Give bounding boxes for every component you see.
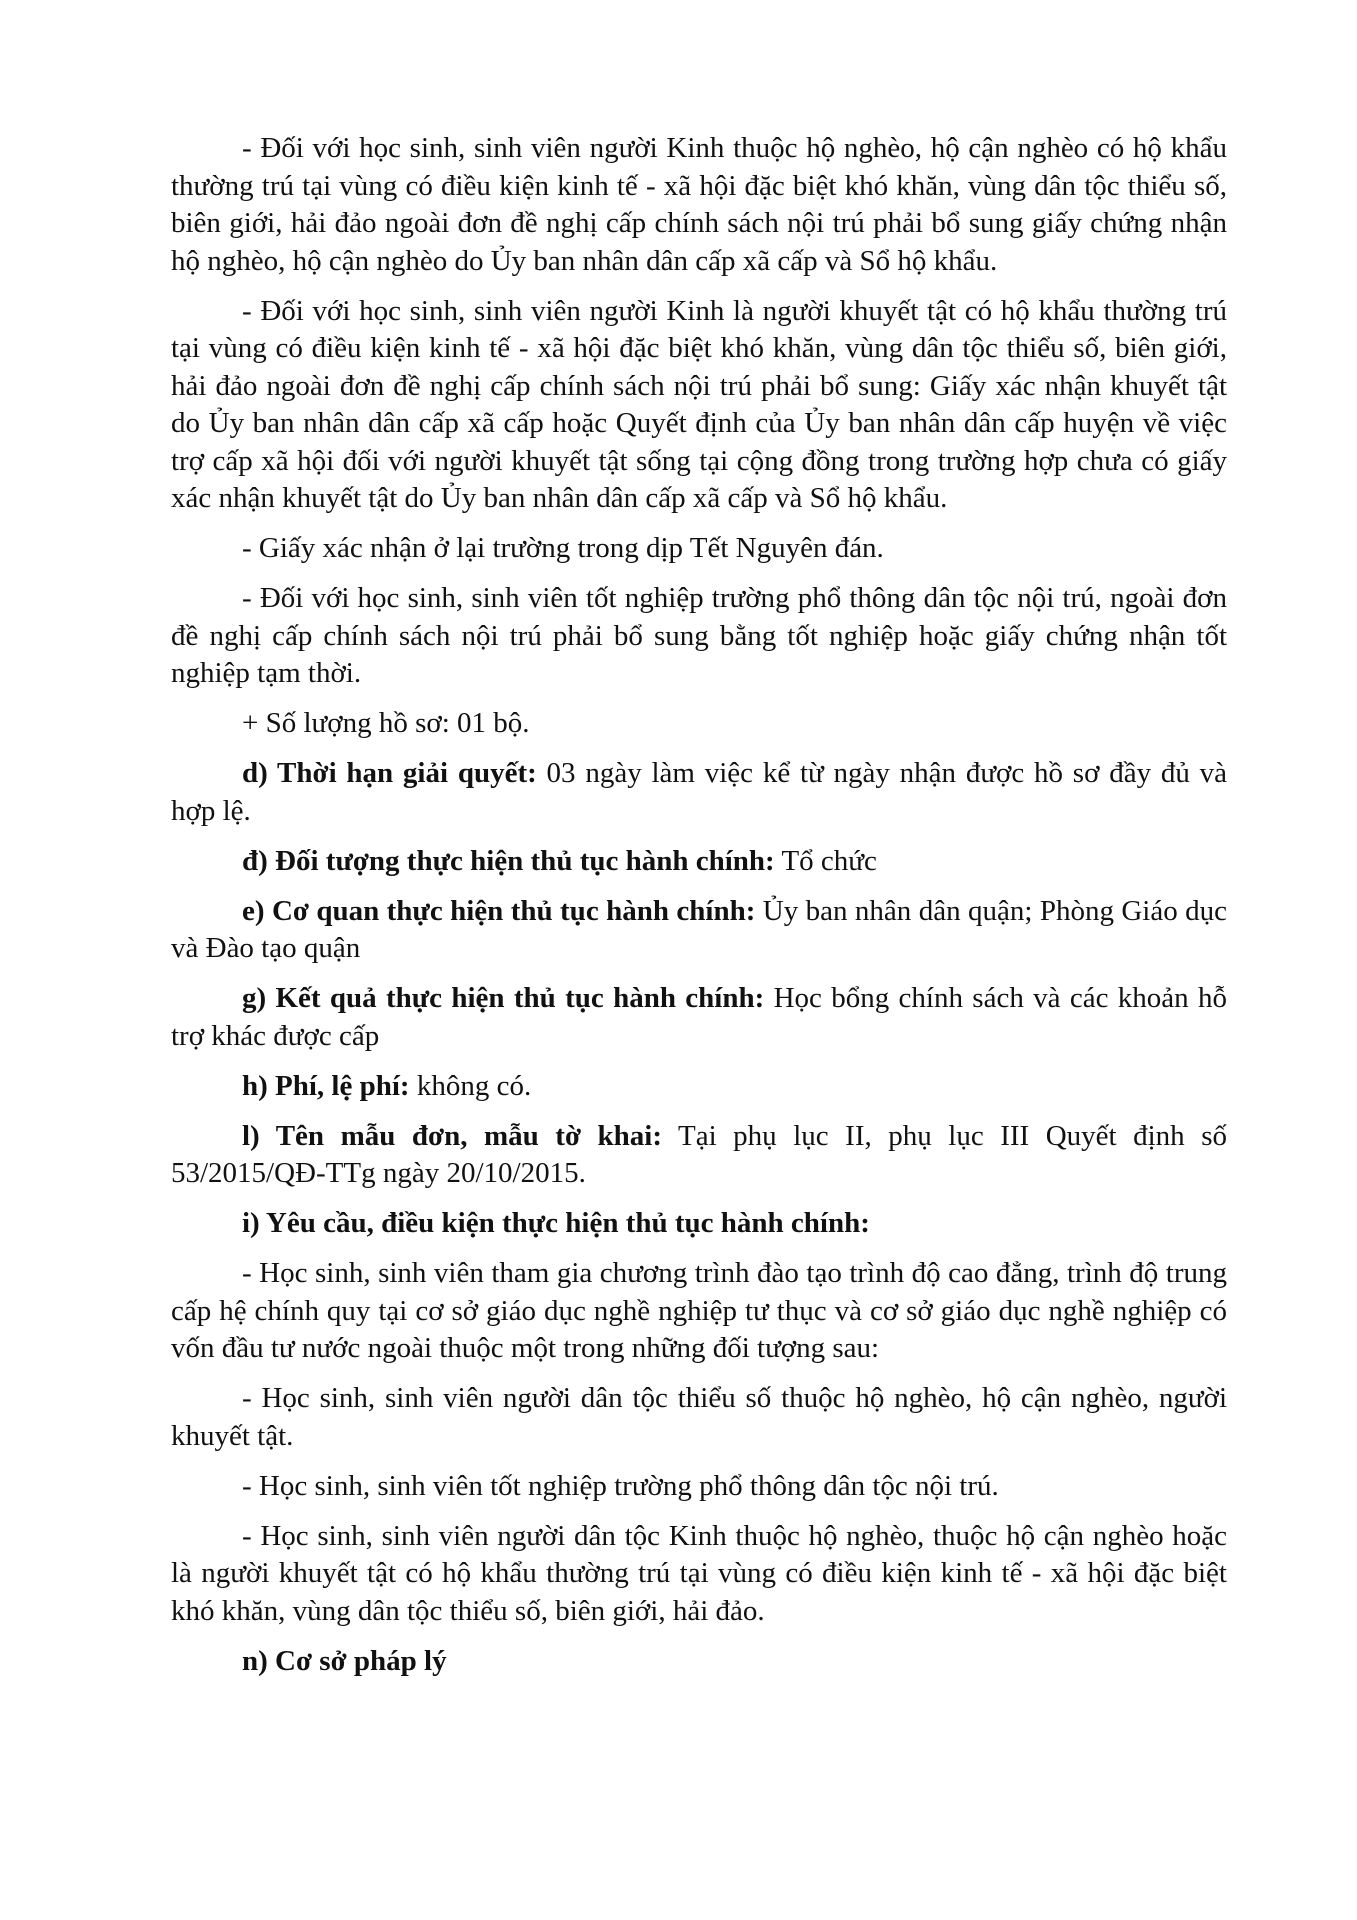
section-h-fees [171, 1068, 1227, 1106]
paragraph-dossier-quantity [171, 705, 1227, 743]
section-e-agency [171, 893, 1227, 968]
section-text: 03 ngày làm việc kể từ ngày nhận được hồ sơ đầy đủ và hợp lệ. [171, 757, 1227, 827]
paragraph-text: - Học sinh, sinh viên người dân tộc Kinh thuộc hộ nghèo, thuộc hộ cận nghèo hoặc là người khuyết tật có hộ khẩu thường trú tại vùng có điều kiện kinh tế - xã hội đặc biệt khó khăn, vùng dân tộc thiểu số, biên giới, hải đảo. [171, 1519, 1227, 1627]
section-label: n) Cơ sở pháp lý [242, 1644, 447, 1677]
section-label: g) Kết quả thực hiện thủ tục hành chính: [242, 982, 765, 1014]
paragraph-ethnic-minority [171, 1380, 1227, 1455]
section-dd-subjects [171, 843, 1227, 881]
section-text: Tại phụ lục II, phụ lục III Quyết định số 53/2015/QĐ-TTg ngày 20/10/2015. [171, 1119, 1227, 1189]
section-n-legal-basis [171, 1643, 1227, 1681]
section-label: h) Phí, lệ phí: [242, 1069, 410, 1102]
section-text: Tổ chức [774, 844, 877, 877]
paragraph-text: + Số lượng hồ sơ: 01 bộ. [242, 707, 530, 739]
paragraph-text: - Giấy xác nhận ở lại trường trong dịp Tết Nguyên đán. [242, 532, 884, 564]
paragraph-kinh-poor-households [171, 130, 1227, 280]
section-i-requirements [171, 1205, 1227, 1243]
paragraph-boarding-graduates [171, 580, 1227, 693]
section-label: đ) Đối tượng thực hiện thủ tục hành chính: [242, 844, 775, 877]
section-d-processing-time [171, 755, 1227, 830]
paragraph-text: - Học sinh, sinh viên người dân tộc thiểu số thuộc hộ nghèo, hộ cận nghèo, người khuyết tật. [171, 1382, 1227, 1452]
section-g-result [171, 980, 1227, 1055]
section-label: l) Tên mẫu đơn, mẫu tờ khai: [242, 1119, 663, 1152]
section-text: không có. [409, 1069, 532, 1102]
paragraph-college-students [171, 1255, 1227, 1368]
paragraph-boarding-school-graduates [171, 1468, 1227, 1506]
section-label: d) Thời hạn giải quyết: [242, 757, 537, 789]
paragraph-text: - Đối với học sinh, sinh viên người Kinh là người khuyết tật có hộ khẩu thường trú tại vùng có điều kiện kinh tế - xã hội đặc biệt khó khăn, vùng dân tộc thiểu số, biên giới, hải đảo ngoài đơn đề nghị cấp chính sách nội trú phải bổ sung: Giấy xác nhận khuyết tật do Ủy ban nhân dân cấp xã cấp hoặc Quyết định của Ủy ban nhân dân cấp huyện về việc trợ cấp xã hội đối với người khuyết tật sống tại cộng đồng trong trường hợp chưa có giấy xác nhận khuyết tật do Ủy ban nhân dân cấp xã cấp và Sổ hộ khẩu. [171, 294, 1227, 514]
section-label: e) Cơ quan thực hiện thủ tục hành chính: [242, 894, 756, 927]
paragraph-text: - Đối với học sinh, sinh viên tốt nghiệp trường phổ thông dân tộc nội trú, ngoài đơn đề nghị cấp chính sách nội trú phải bổ sung bằng tốt nghiệp hoặc giấy chứng nhận tốt nghiệp tạm thời. [171, 582, 1227, 689]
paragraph-text: - Đối với học sinh, sinh viên người Kinh thuộc hộ nghèo, hộ cận nghèo có hộ khẩu thường trú tại vùng có điều kiện kinh tế - xã hội đặc biệt khó khăn, vùng dân tộc thiểu số, biên giới, hải đảo ngoài đơn đề nghị cấp chính sách nội trú phải bổ sung giấy chứng nhận hộ nghèo, hộ cận nghèo do Ủy ban nhân dân cấp xã cấp và Sổ hộ khẩu. [171, 132, 1227, 277]
paragraph-text: - Học sinh, sinh viên tham gia chương trình đào tạo trình độ cao đẳng, trình độ trung cấp hệ chính quy tại cơ sở giáo dục nghề nghiệp tư thục và cơ sở giáo dục nghề nghiệp có vốn đầu tư nước ngoài thuộc một trong những đối tượng sau: [171, 1257, 1227, 1364]
section-label: i) Yêu cầu, điều kiện thực hiện thủ tục hành chính: [242, 1207, 870, 1239]
paragraph-text: - Học sinh, sinh viên tốt nghiệp trường phổ thông dân tộc nội trú. [242, 1469, 999, 1502]
section-l-form-names [171, 1118, 1227, 1193]
paragraph-tet-confirmation [171, 530, 1227, 568]
paragraph-kinh-disabled [171, 293, 1227, 518]
section-text: Học bổng chính sách và các khoản hỗ trợ khác được cấp [171, 982, 1227, 1052]
paragraph-kinh-ethnic [171, 1518, 1227, 1631]
section-text: Ủy ban nhân dân quận; Phòng Giáo dục và Đào tạo quận [171, 894, 1228, 964]
